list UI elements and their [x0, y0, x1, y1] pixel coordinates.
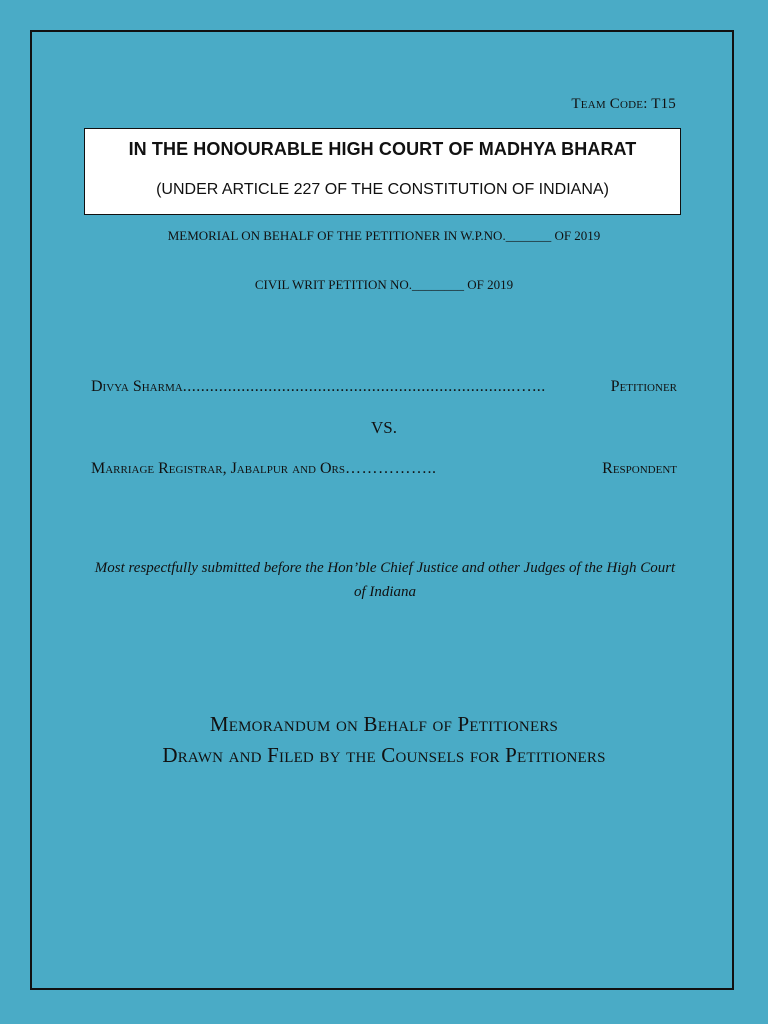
- memorandum-title-line-2: Drawn and Filed by the Counsels for Petitioners: [162, 743, 606, 767]
- petitioner-leader-dots: ..........................................................................…...: [182, 378, 546, 395]
- petitioner-line: [91, 378, 677, 396]
- respondent-leader-dots: ……………..: [344, 460, 437, 477]
- respondent-name: Marriage Registrar, Jabalpur and Ors: [91, 460, 345, 477]
- versus-label: VS.: [371, 418, 397, 437]
- court-title-box: [84, 128, 681, 215]
- memorandum-title-line-1: Memorandum on Behalf of Petitioners: [209, 712, 559, 736]
- respondent-role: Respondent: [602, 460, 677, 477]
- court-subtitle: (UNDER ARTICLE 227 OF THE CONSTITUTION OF INDIANA): [156, 181, 609, 198]
- team-code: Team Code: T15: [571, 96, 676, 112]
- court-title: IN THE HONOURABLE HIGH COURT OF MADHYA BHARAT: [128, 139, 637, 159]
- respondent-line: [91, 460, 677, 478]
- submission-statement: Most respectfully submitted before the Hon’ble Chief Justice and other Judges of the High Court of Indiana: [94, 560, 676, 600]
- petitioner-role: Petitioner: [610, 378, 677, 395]
- memorial-line: MEMORIAL ON BEHALF OF THE PETITIONER IN W.P.NO._______ OF 2019: [167, 228, 601, 243]
- petitioner-name: Divya Sharma: [91, 378, 183, 395]
- writ-petition-line: CIVIL WRIT PETITION NO.________ OF 2019: [254, 277, 514, 292]
